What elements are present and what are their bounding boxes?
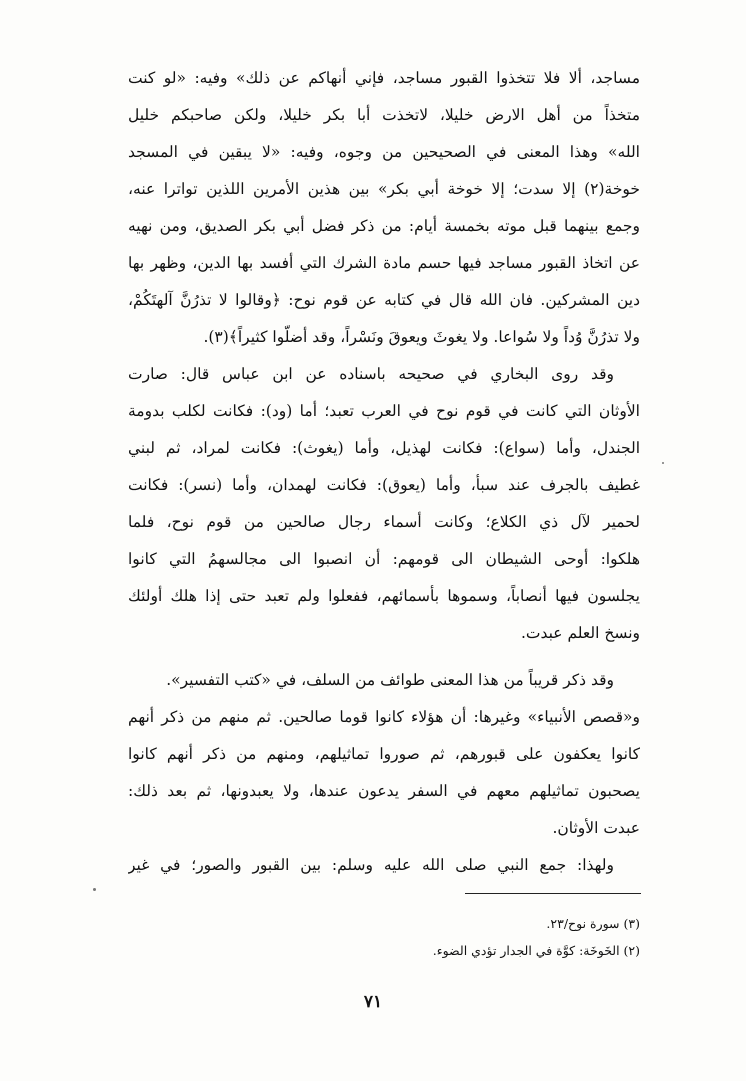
text-line: مساجد، ألا فلا تتخذوا القبور مساجد، فإني أنهاكم عن ذلك» وفيه: «لو كنت: [128, 69, 640, 87]
paragraph: [128, 356, 640, 652]
text-line: يجلسون فيها أنصاباً، وسموها بأسمائهم، ففعلوا ولم تعبد حتى إذا هلك أولئك: [128, 587, 640, 605]
text-line: وجمع بينهما قبل موته بخمسة أيام: من ذكر فضل أبي بكر الصديق، ومن نهيه: [128, 217, 640, 235]
footnotes: [300, 910, 640, 964]
text-line: الجندل، وأما (سواع): فكانت لهذيل، وأما (يغوث): فكانت لمراد، ثم لبني: [128, 439, 640, 457]
page-number: ٧١: [363, 992, 383, 1012]
text-line: عبدت الأوثان.: [552, 819, 640, 837]
body-text: [128, 60, 640, 884]
scan-speck: [662, 462, 664, 464]
paragraph: [128, 662, 640, 847]
footnote: (٣) سورة نوح/٢٣.: [546, 916, 640, 931]
text-line: متخذاً من أهل الارض خليلا، لاتخذت أبا بكر خليلا، ولكن صاحبكم خليل: [128, 106, 640, 124]
paragraph: [128, 60, 640, 356]
text-line: غطيف بالجرف عند سبأ، وأما (يعوق): فكانت لهمدان، وأما (نسر): فكانت: [128, 476, 640, 494]
text-line: الله» وهذا المعنى في الصحيحين من وجوه، وفيه: «لا يبقين في المسجد: [128, 143, 640, 161]
text-line: ولا تذرُنَّ وُداً ولا سُواعا. ولا يغوثَ ويعوقَ ونَسْراً، وقد أضلّوا كثيراً﴾(٣).: [203, 328, 640, 346]
footnote: (٢) الخَوخَة: كوَّة في الجدار تؤدي الضوء.: [432, 943, 640, 958]
text-line: خوخة(٢) إلا سدت؛ إلا خوخة أبي بكر» بين هذين الأمرين اللذين تواترا عنه،: [128, 180, 640, 198]
text-line: يصحبون تماثيلهم معهم في السفر يدعون عندها، ولا يعبدونها، ثم بعد ذلك:: [128, 782, 640, 800]
scan-speck: [93, 888, 96, 891]
text-line: و«قصص الأنبياء» وغيرها: أن هؤلاء كانوا قوما صالحين. ثم منهم من ذكر أنهم: [128, 708, 640, 726]
text-line: لحمير لآل ذي الكلاع؛ وكانت أسماء رجال صالحين من قوم نوح، فلما: [128, 513, 640, 531]
text-line: ولهذا: جمع النبي صلى الله عليه وسلم: بين القبور والصور؛ في غير: [128, 856, 614, 874]
text-line: عن اتخاذ القبور مساجد فيها حسم مادة الشرك التي أفسد بها الدين، وظهر بها: [128, 254, 640, 272]
text-line: هلكوا: أوحى الشيطان الى قومهم: أن انصبوا الى مجالسهمُ التي كانوا: [128, 550, 640, 568]
text-line: الأوثان التي كانت في قوم نوح في العرب تعبد؛ أما (ود): فكانت لكلب بدومة: [128, 402, 640, 420]
footnote-divider: [465, 893, 641, 894]
text-line: وقد روى البخاري في صحيحه باسناده عن ابن عباس قال: صارت: [128, 365, 614, 383]
text-line: ونسخ العلم عبدت.: [520, 624, 640, 642]
paragraph: [128, 847, 640, 884]
text-line: كانوا يعكفون على قبورهم، ثم صوروا تماثيلهم، ومنهم من ذكر أنهم كانوا: [128, 745, 640, 763]
text-line: وقد ذكر قريباً من هذا المعنى طوائف من السلف، في «كتب التفسير».: [166, 671, 614, 689]
text-line: دين المشركين. فان الله قال في كتابه عن قوم نوح: ﴿وقالوا لا تذرُنَّ آلهتَكُمْ،: [128, 291, 640, 309]
paragraph-gap: [128, 652, 640, 662]
